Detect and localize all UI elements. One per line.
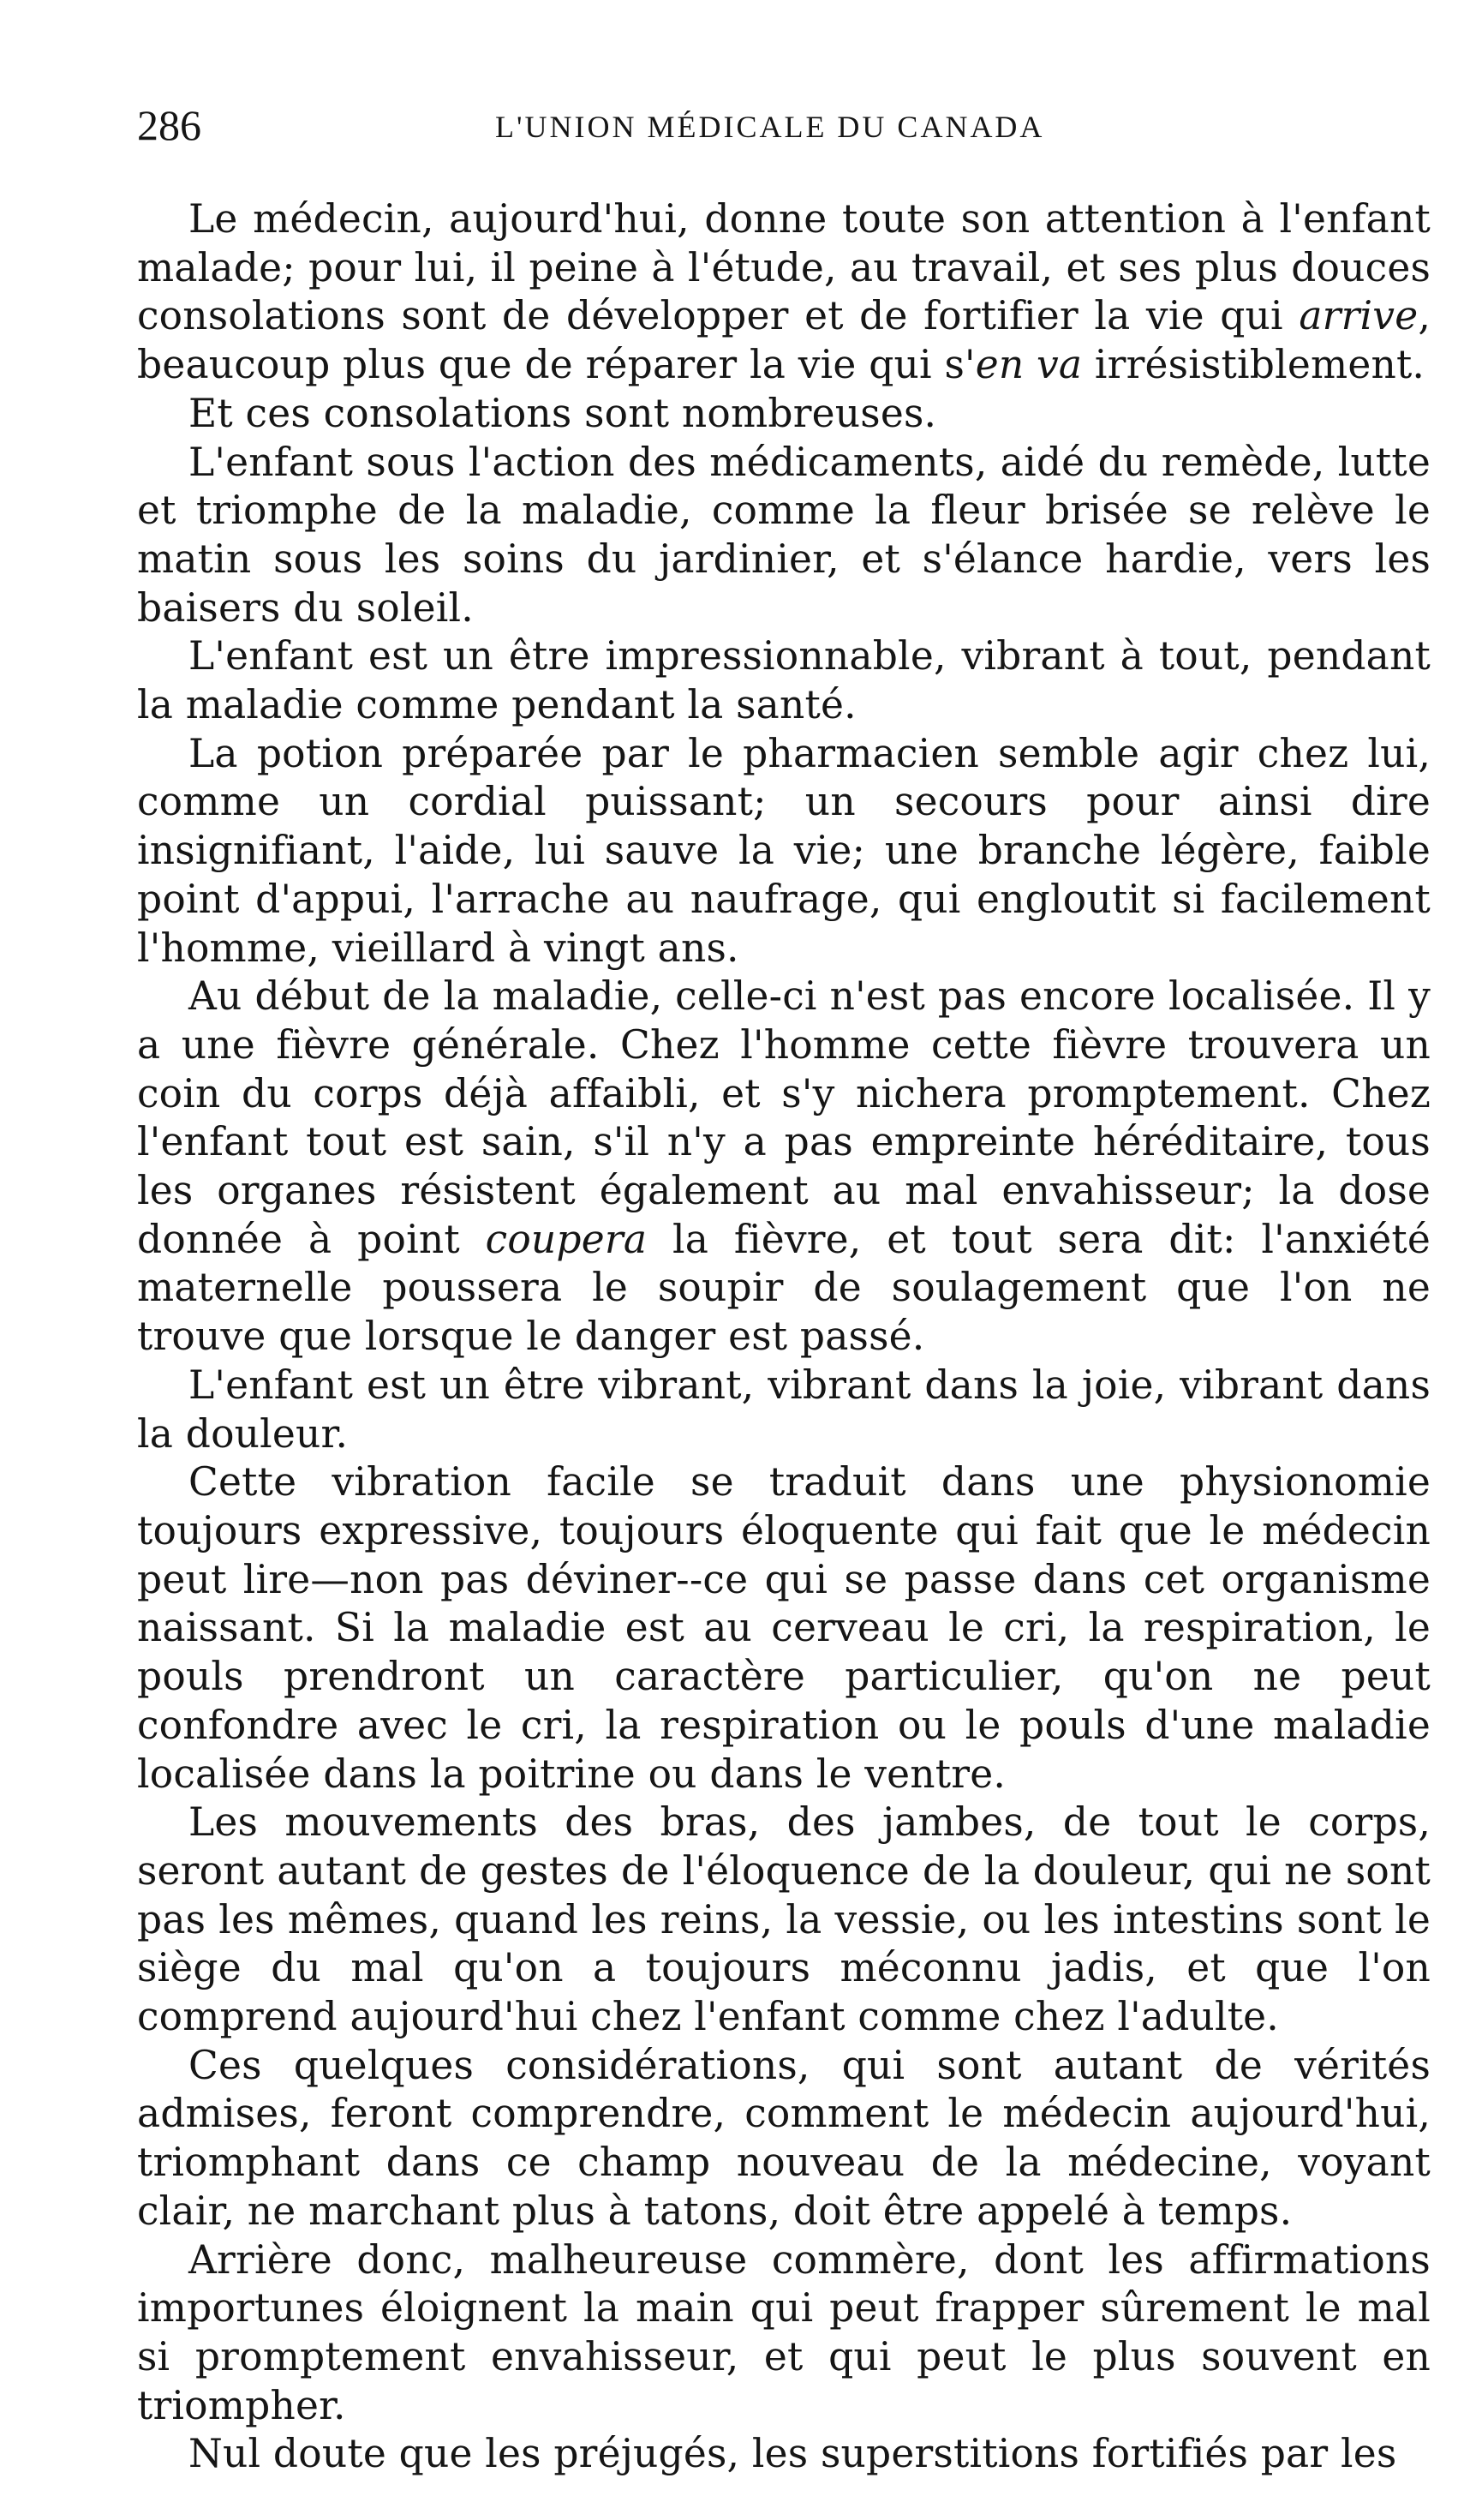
journal-title: L'UNION MÉDICALE DU CANADA: [495, 110, 1045, 144]
paragraph-1-italic-en-va: en va: [975, 342, 1083, 388]
paragraph-8: Cette vibration facile se traduit dans une physionomie toujours expressive, toujours éloquente qui fait que le médecin peut lire—non pas déviner--ce qui se passe dans cet organisme naissant. Si la maladie est au cerveau le cri, la respiration, le pouls prendront un caractère particulier, qu'on ne peut confondre avec le cri, la respiration ou le pouls d'une maladie localisée dans la poitrine ou dans le ventre.: [137, 1459, 1431, 1797]
paragraph-10: Ces quelques considérations, qui sont autant de vérités admises, feront comprendre, comment le médecin aujourd'hui, triomphant dans ce champ nouveau de la médecine, voyant clair, ne marchant plus à tatons, doit être appelé à temps.: [137, 2042, 1431, 2234]
paragraph-12: Nul doute que les préjugés, les superstitions fortifiés par les: [188, 2431, 1397, 2477]
paragraph-1-text-b: , beaucoup plus que de réparer la vie qui s': [137, 293, 1431, 388]
running-head: [137, 101, 1439, 153]
paragraph-1: [137, 195, 1431, 390]
paragraph-9: Les mouvements des bras, des jambes, de tout le corps, seront autant de gestes de l'éloquence de la douleur, qui ne sont pas les mêmes, quand les reins, la vessie, ou les intestins sont le siège du mal qu'on a toujours méconnu jadis, et que l'on comprend aujourd'hui chez l'enfant comme chez l'adulte.: [137, 1799, 1431, 2040]
paragraph-3: L'enfant sous l'action des médicaments, aidé du remède, lutte et triomphe de la maladie, comme la fleur brisée se relève le matin sous les soins du jardinier, et s'élance hardie, vers les baisers du soleil.: [137, 439, 1431, 631]
paragraph-4: L'enfant est un être impressionnable, vibrant à tout, pendant la maladie comme pendant la santé.: [137, 633, 1431, 728]
paragraph-6-text-b: la fièvre, et tout sera dit: l'anxiété maternelle poussera le soupir de soulagement que l'on ne trouve que lorsque le danger est passé.: [137, 1216, 1431, 1360]
paragraph-6-italic-coupera: coupera: [485, 1216, 648, 1262]
paragraph-7: L'enfant est un être vibrant, vibrant dans la joie, vibrant dans la douleur.: [137, 1362, 1431, 1457]
paragraph-11: Arrière donc, malheureuse commère, dont les affirmations importunes éloignent la main qui peut frapper sûrement le mal si promptement envahisseur, et qui peut le plus souvent en triompher.: [137, 2236, 1431, 2428]
paragraph-5: La potion préparée par le pharmacien semble agir chez lui, comme un cordial puissant; un secours pour ainsi dire insignifiant, l'aide, lui sauve la vie; une branche légère, faible point d'appui, l'arrache au naufrage, qui engloutit si facilement l'homme, vieillard à vingt ans.: [137, 730, 1431, 971]
page-number: 286: [137, 101, 201, 149]
paragraph-2: Et ces consolations sont nombreuses.: [188, 390, 937, 436]
paragraph-6-text-a: Au début de la maladie, celle-ci n'est pas encore localisée. Il y a une fièvre générale. Chez l'homme cette fièvre trouvera un coin du corps déjà affaibli, et s'y nichera promptement. Chez l'enfant tout est sain, s'il n'y a pas empreinte héréditaire, tous les organes résistent également au mal envahisseur; la dose donnée à point: [137, 973, 1431, 1262]
body-text: [137, 195, 1431, 2479]
paragraph-1-text-a: Le médecin, aujourd'hui, donne toute son attention à l'enfant malade; pour lui, il peine à l'étude, au travail, et ses plus douces consolations sont de développer et de fortifier la vie qui: [137, 196, 1431, 339]
paragraph-1-italic-arrive: arrive: [1299, 293, 1419, 339]
paragraph-6: [137, 973, 1431, 1362]
paragraph-1-text-c: irrésistiblement.: [1082, 342, 1425, 388]
